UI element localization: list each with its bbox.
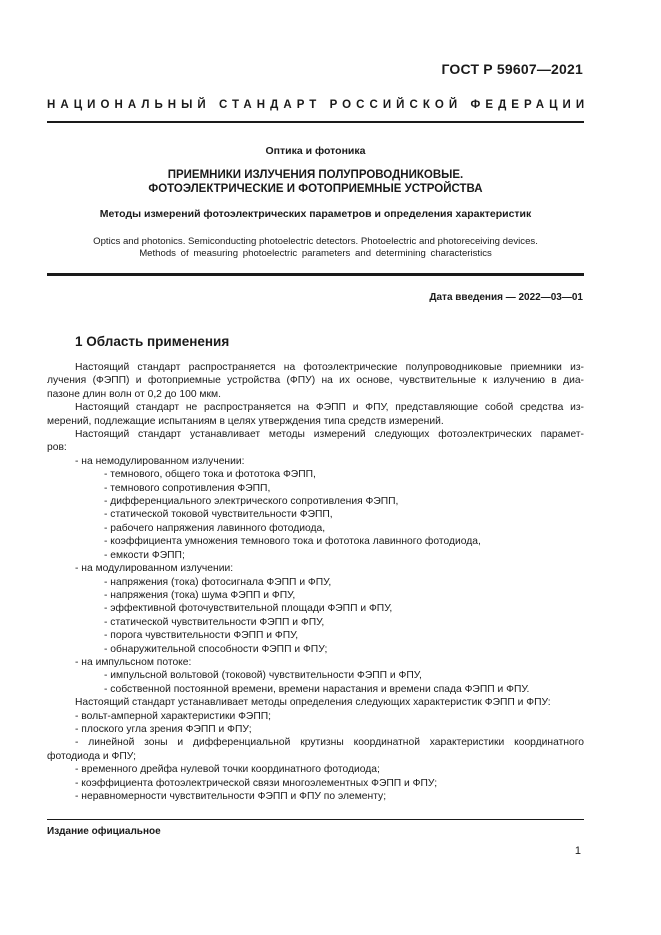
body-line: - дифференциального электрического сопротивления ФЭПП,: [104, 496, 399, 508]
body-line: - на модулированном излучении:: [75, 563, 234, 575]
body-line: - статической чувствительности ФЭПП и ФПУ,: [104, 616, 325, 628]
body-line: - темнового сопротивления ФЭПП,: [104, 482, 271, 494]
page-number: 1: [574, 845, 581, 857]
main-title-line-2: ФОТОЭЛЕКТРИЧЕСКИЕ И ФОТОПРИЕМНЫЕ УСТРОЙСТВА: [148, 183, 483, 195]
body-line: - рабочего напряжения лавинного фотодиода,: [104, 522, 326, 534]
english-title-line-1: Optics and photonics. Semiconducting photoelectric detectors. Photoelectric and photoreceiving devices.: [93, 236, 538, 247]
body-line: - темнового, общего тока и фототока ФЭПП,: [104, 469, 316, 481]
body-line: - линейной зоны и дифференциальной крутизны координатной характеристики координатного: [75, 737, 584, 749]
gost-number: ГОСТ Р 59607—2021: [441, 61, 583, 77]
body-line: - неравномерности чувствительности ФЭПП и ФПУ по элементу;: [75, 791, 387, 802]
body-line: - напряжения (тока) фотосигнала ФЭПП и ФПУ,: [104, 576, 332, 588]
body-line: Настоящий стандарт распространяется на фотоэлектрические полупроводниковые приемники из-: [75, 362, 584, 373]
middle-divider: [47, 273, 584, 276]
body-line: фотодиода и ФПУ;: [47, 750, 136, 762]
english-title-line-2: Methods of measuring photoelectric parameters and determining characteristics: [139, 248, 492, 259]
body-line: - обнаружительной способности ФЭПП и ФПУ;: [104, 643, 328, 655]
body-line: - напряжения (тока) шума ФЭПП и ФПУ,: [104, 589, 296, 601]
body-line: Настоящий стандарт устанавливает методы измерений следующих фотоэлектрических парамет-: [75, 429, 584, 441]
subtitle: Методы измерений фотоэлектрических параметров и определения характеристик: [99, 208, 532, 220]
body-line: ров:: [47, 442, 67, 454]
national-standard-banner: НАЦИОНАЛЬНЫЙ СТАНДАРТ РОССИЙСКОЙ ФЕДЕРАЦИИ: [47, 99, 590, 111]
body-line: - импульсной вольтовой (токовой) чувствительности ФЭПП и ФПУ,: [104, 670, 422, 682]
body-line: - статической токовой чувствительности ФЭПП,: [104, 509, 333, 521]
body-line: - временного дрейфа нулевой точки координатного фотодиода;: [75, 764, 380, 776]
body-line: лучения (ФЭПП) и фотоприемные устройства (ФПУ) на их основе, чувствительные к излучению в диа-: [47, 375, 584, 387]
effective-date: Дата введения — 2022—03—01: [429, 292, 583, 303]
body-line: - емкости ФЭПП;: [104, 549, 185, 561]
main-title-line-1: ПРИЕМНИКИ ИЗЛУЧЕНИЯ ПОЛУПРОВОДНИКОВЫЕ.: [167, 169, 464, 181]
section-body: [47, 361, 584, 803]
body-line: пазоне длин волн от 0,2 до 100 мкм.: [47, 388, 221, 400]
body-line: - порога чувствительности ФЭПП и ФПУ,: [104, 630, 299, 642]
body-line: - вольт-амперной характеристики ФЭПП;: [75, 710, 271, 722]
section-heading: 1 Область применения: [75, 334, 230, 349]
body-line: - коэффициента фотоэлектрической связи многоэлементных ФЭПП и ФПУ;: [75, 777, 438, 789]
body-line: Настоящий стандарт не распространяется на ФЭПП и ФПУ, представляющие собой средства из-: [75, 402, 584, 414]
body-line: мерений, подлежащие испытаниям в целях утверждения типа средств измерений.: [47, 415, 444, 427]
body-line: - собственной постоянной времени, времени нарастания и времени спада ФЭПП и ФПУ.: [104, 683, 530, 695]
official-edition-label: Издание официальное: [47, 826, 161, 837]
top-divider: [47, 121, 584, 123]
body-line: Настоящий стандарт устанавливает методы определения следующих характеристик ФЭПП и ФПУ:: [75, 697, 551, 709]
body-line: - коэффициента умножения темнового тока и фототока лавинного фотодиода,: [104, 536, 481, 548]
footer-divider: [47, 819, 584, 820]
body-line: - на импульсном потоке:: [75, 656, 192, 668]
standard-series: Оптика и фотоника: [265, 145, 366, 157]
body-line: - эффективной фоточувствительной площади ФЭПП и ФПУ,: [104, 603, 393, 615]
body-line: - на немодулированном излучении:: [75, 455, 245, 467]
body-line: - плоского угла зрения ФЭПП и ФПУ;: [75, 723, 252, 735]
